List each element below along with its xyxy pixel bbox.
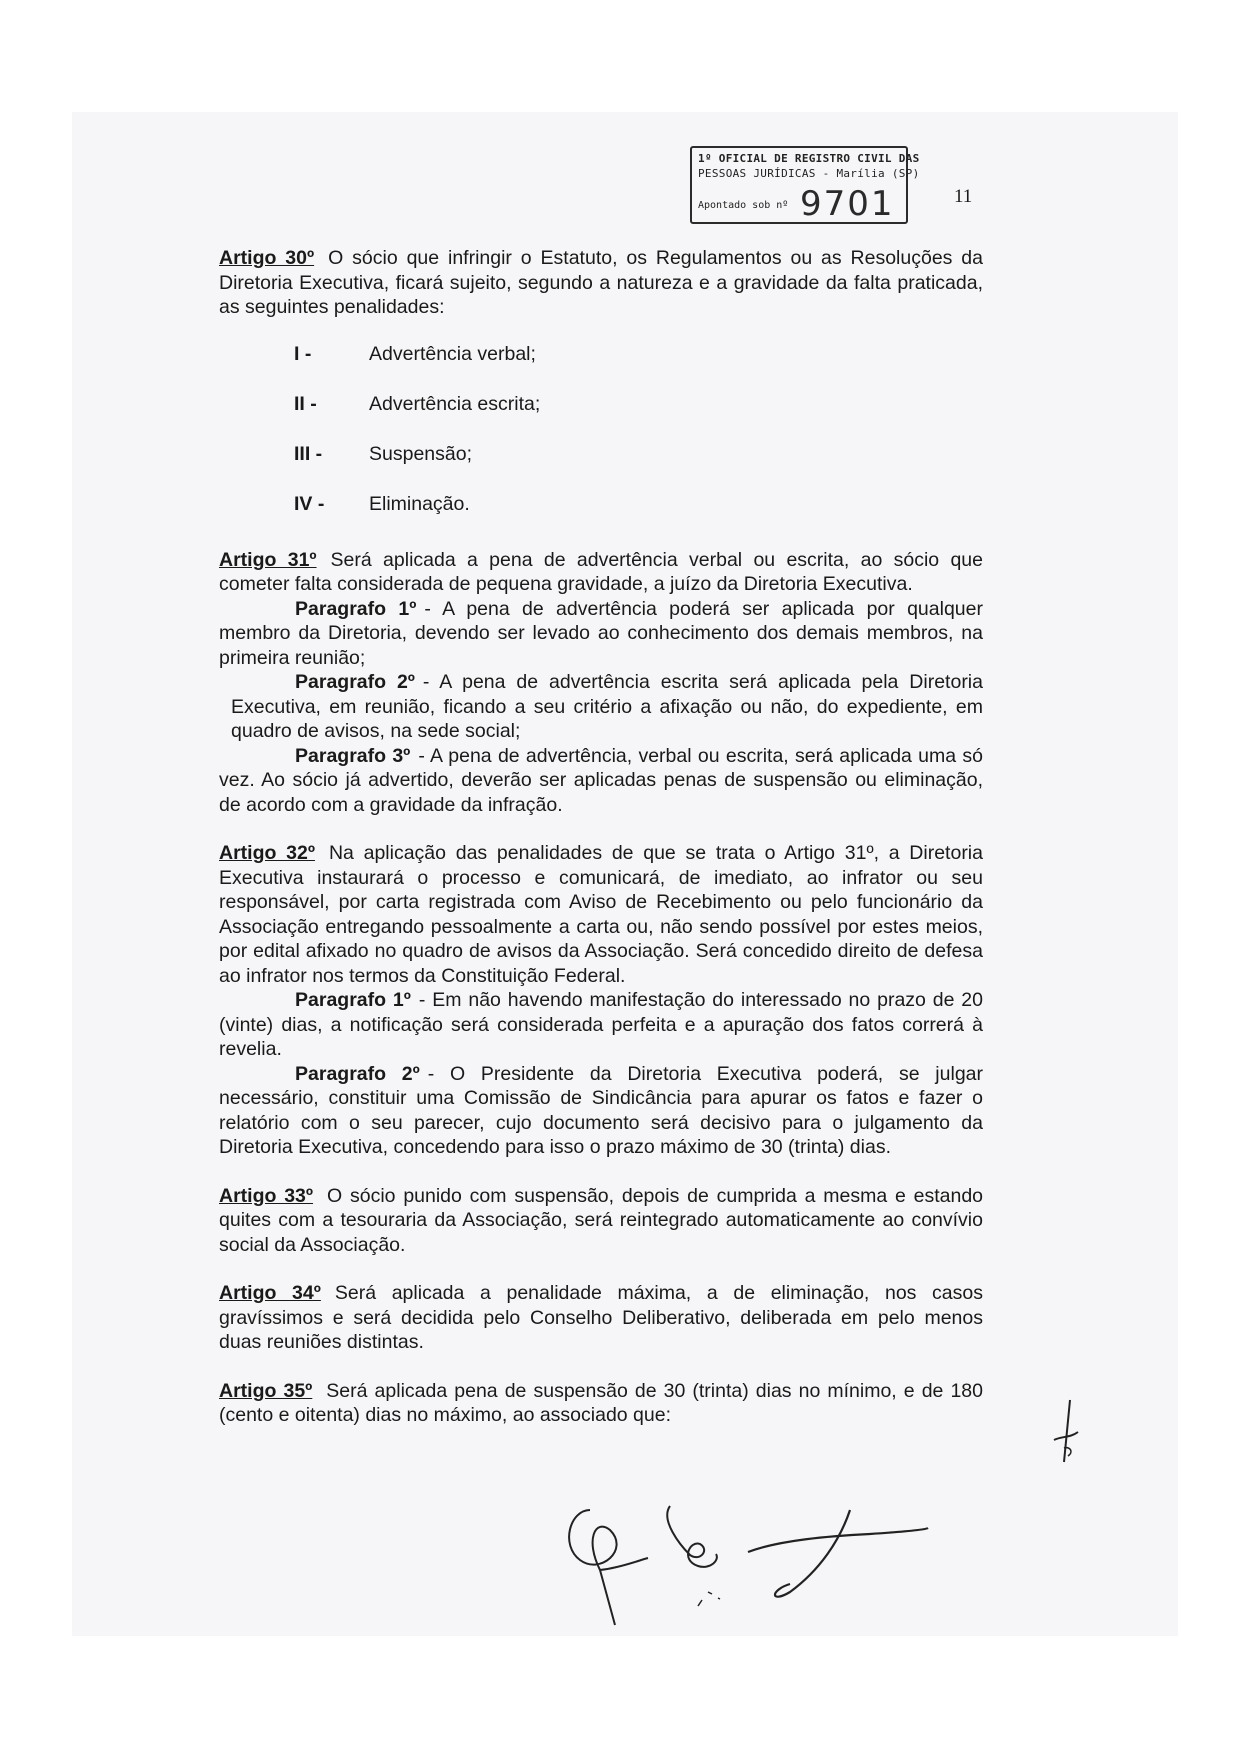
article-label: Artigo 33º <box>219 1184 314 1207</box>
article-30 <box>219 246 983 320</box>
signatures <box>540 1500 940 1630</box>
paragraph-label: Paragrafo 1º <box>295 989 411 1011</box>
page-number: 11 <box>954 186 973 207</box>
article-label: Artigo 31º <box>219 548 317 571</box>
paragraph-text: - A pena de advertência escrita será aplicada pela Diretoria Executiva, em reunião, ficando a seu critério a afixação ou não, do expediente, em quadro de avisos, na sede social; <box>231 671 983 742</box>
article-label: Artigo 35º <box>219 1379 313 1402</box>
article-label: Artigo 30º <box>219 247 315 269</box>
spacer <box>219 1257 983 1281</box>
paragraph-1 <box>219 597 983 671</box>
article-35 <box>219 1379 983 1428</box>
article-32 <box>219 841 983 988</box>
document-body <box>219 246 983 1428</box>
stamp-number: 9701 <box>800 184 895 224</box>
spacer <box>219 1355 983 1379</box>
article-label: Artigo 34º <box>219 1282 321 1304</box>
registry-stamp <box>690 146 920 224</box>
signature-2 <box>667 1506 720 1606</box>
stamp-line-1: 1º OFICIAL DE REGISTRO CIVIL DAS <box>698 152 920 165</box>
stamp-line-3: Apontado sob nº <box>698 200 789 211</box>
article-label: Artigo 32º <box>219 842 315 864</box>
item-number: II - <box>294 392 317 415</box>
paragraph-text: - O Presidente da Diretoria Executiva poderá, se julgar necessário, constituir uma Comissão de Sindicância para apurar os fatos e fazer o relatório com o seu parecer, cujo documento será decisivo para o julgamento da Diretoria Executiva, concedendo para isso o prazo máximo de 30 (trinta) dias. <box>219 1062 984 1158</box>
paragraph-1 <box>219 988 983 1062</box>
paragraph-label: Paragrafo 2º <box>295 1062 420 1085</box>
stamp-line-2: PESSOAS JURÍDICAS - Marília (SP) <box>698 167 920 180</box>
paragraph-text: - A pena de advertência, verbal ou escrita, será aplicada uma só vez. Ao sócio já advertido, deverão ser aplicadas penas de suspensão ou eliminação, de acordo com a gravidade da infração. <box>219 744 984 816</box>
list-item <box>294 484 983 534</box>
paragraph-label: Paragrafo 2º <box>295 671 415 693</box>
article-text: Será aplicada pena de suspensão de 30 (trinta) dias no mínimo, e de 180 (cento e oitenta) dias no máximo, ao associado que: <box>219 1379 984 1426</box>
spacer <box>219 817 983 841</box>
signature-3 <box>748 1510 928 1597</box>
article-34 <box>219 1281 983 1355</box>
item-text: Advertência verbal; <box>369 342 536 365</box>
signature-1 <box>569 1510 648 1625</box>
article-31 <box>219 548 983 597</box>
item-text: Suspensão; <box>369 442 472 465</box>
article-text: O sócio que infringir o Estatuto, os Regulamentos ou as Resoluções da Diretoria Executiva, ficará sujeito, segundo a natureza e a gravidade da falta praticada, as seguintes penalidades: <box>219 247 984 318</box>
paragraph-label: Paragrafo 3º <box>295 744 411 767</box>
item-text: Advertência escrita; <box>369 392 541 415</box>
margin-initial-signature <box>1048 1396 1088 1468</box>
article-text: Será aplicada a pena de advertência verbal ou escrita, ao sócio que cometer falta considerada de pequena gravidade, a juízo da Diretoria Executiva. <box>219 548 983 595</box>
paragraph-text: - A pena de advertência poderá ser aplicada por qualquer membro da Diretoria, devendo ser levado ao conhecimento dos demais membros, na primeira reunião; <box>219 597 983 669</box>
item-number: IV - <box>294 492 325 515</box>
paragraph-text: - Em não havendo manifestação do interessado no prazo de 20 (vinte) dias, a notificação será considerada perfeita e a apuração dos fatos correrá à revelia. <box>219 989 984 1060</box>
article-text: Na aplicação das penalidades de que se trata o Artigo 31º, a Diretoria Executiva instaurará o processo e comunicará, de imediato, ao infrator ou seu responsável, por carta registrada com Aviso de Recebimento ou pelo funcionário da Associação entregando pessoalmente a carta ou, não sendo possível por estes meios, por edital afixado no quadro de avisos da Associação. Será concedido direito de defesa ao infrator nos termos da Constituição Federal. <box>219 842 983 987</box>
item-number: III - <box>294 442 323 465</box>
penalty-list <box>294 334 983 534</box>
item-text: Eliminação. <box>369 492 470 515</box>
spacer <box>219 1160 983 1184</box>
list-item <box>294 434 983 484</box>
paragraph-3 <box>219 744 983 818</box>
list-item <box>294 334 983 384</box>
article-33 <box>219 1184 983 1258</box>
item-number: I - <box>294 342 312 365</box>
paragraph-label: Paragrafo 1º <box>295 597 417 620</box>
list-item <box>294 384 983 434</box>
article-text: O sócio punido com suspensão, depois de cumprida a mesma e estando quites com a tesouraria da Associação, será reintegrado automaticamente ao convívio social da Associação. <box>219 1184 984 1256</box>
paragraph-2 <box>219 670 983 744</box>
paragraph-2 <box>219 1062 983 1160</box>
article-text: Será aplicada a penalidade máxima, a de eliminação, nos casos gravíssimos e será decidida pelo Conselho Deliberativo, deliberada em pelo menos duas reuniões distintas. <box>219 1282 983 1353</box>
